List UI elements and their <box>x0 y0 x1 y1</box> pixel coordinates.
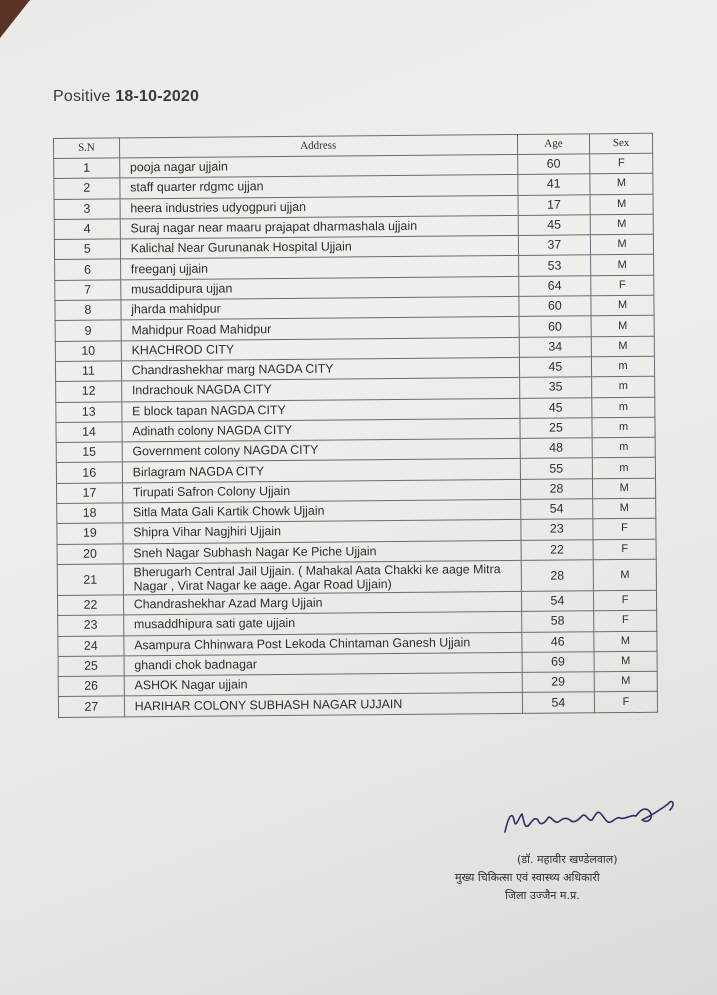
table-corner-shadow <box>0 0 30 38</box>
cell-age: 54 <box>522 692 595 713</box>
header-sn: S.N <box>54 138 120 159</box>
cell-address: Shipra Vihar Nagjhiri Ujjain <box>123 520 521 544</box>
cell-address: Birlagram NAGDA CITY <box>122 459 520 483</box>
cell-age: 45 <box>518 215 591 236</box>
cell-sex: m <box>592 377 655 398</box>
header-sex: Sex <box>590 133 653 154</box>
cell-sex: m <box>592 356 655 377</box>
cell-age: 34 <box>519 336 592 357</box>
cell-sn: 4 <box>54 219 120 240</box>
header-address: Address <box>119 134 517 157</box>
cell-sn: 14 <box>56 422 122 443</box>
cell-sn: 10 <box>55 341 121 362</box>
cell-sex: F <box>591 275 654 296</box>
cell-sex: M <box>590 194 653 215</box>
cell-sn: 25 <box>58 656 124 677</box>
cell-age: 55 <box>520 458 593 479</box>
cell-sn: 12 <box>56 381 122 402</box>
cell-age: 45 <box>519 397 592 418</box>
cell-sn: 5 <box>54 239 120 260</box>
cell-address: musaddipura ujjan <box>120 276 518 300</box>
cell-age: 48 <box>520 438 593 459</box>
cell-sex: m <box>592 417 655 438</box>
cell-sn: 11 <box>55 361 121 382</box>
cell-age: 23 <box>520 519 593 540</box>
cell-age: 45 <box>519 357 592 378</box>
cell-address: pooja nagar ujjain <box>119 154 517 178</box>
signatory-designation: मुख्य चिकित्सा एवं स्वास्थ्य अधिकारी <box>455 871 600 884</box>
cell-address: Tirupati Safron Colony Ujjain <box>122 479 520 503</box>
cell-address: jharda mahidpur <box>121 297 519 321</box>
cell-sn: 9 <box>55 320 121 341</box>
cell-age: 54 <box>521 591 594 612</box>
cell-address: freeganj ujjain <box>120 256 518 280</box>
signature-mark <box>500 790 700 845</box>
cell-address: Indrachouk NAGDA CITY <box>121 378 519 402</box>
signature-text: Mahavir Khandelwal <box>500 844 510 845</box>
cell-sex: M <box>594 671 657 692</box>
cell-address: Government colony NAGDA CITY <box>122 439 520 463</box>
cell-sn: 19 <box>57 523 123 544</box>
cell-sn: 2 <box>54 178 120 199</box>
cell-sex: m <box>592 458 655 479</box>
title-label: Positive <box>53 88 111 105</box>
cell-sex: M <box>593 498 656 519</box>
cell-address: Sneh Nagar Subhash Nagar Ke Piche Ujjain <box>123 540 521 564</box>
cell-address: KHACHROD CITY <box>121 337 519 361</box>
cell-sn: 3 <box>54 199 120 220</box>
cell-age: 46 <box>521 631 594 652</box>
cell-age: 35 <box>519 377 592 398</box>
cell-sn: 15 <box>56 442 122 463</box>
cell-sex: m <box>592 437 655 458</box>
cell-sn: 13 <box>56 401 122 422</box>
cell-sn: 23 <box>58 615 124 636</box>
cell-sex: F <box>593 519 656 540</box>
cell-sex: M <box>591 234 654 255</box>
cell-sex: M <box>591 336 654 357</box>
cell-address: Sitla Mata Gali Kartik Chowk Ujjain <box>122 499 520 523</box>
cell-age: 60 <box>517 154 590 175</box>
cell-age: 28 <box>520 479 593 500</box>
cell-sex: F <box>593 539 656 560</box>
cell-sex: M <box>591 295 654 316</box>
title-date: 18-10-2020 <box>115 88 200 105</box>
cell-address: staff quarter rdgmc ujjan <box>120 175 518 199</box>
header-age: Age <box>517 134 590 155</box>
cell-age: 60 <box>519 316 592 337</box>
cell-address: Suraj nagar near maaru prajapat dharmashala ujjain <box>120 215 518 239</box>
signatory-name: (डॉ. महावीर खण्डेलवाल) <box>517 853 618 866</box>
cell-age: 41 <box>517 174 590 195</box>
cell-sn: 1 <box>54 158 120 179</box>
cell-age: 69 <box>522 652 595 673</box>
cell-age: 64 <box>518 276 591 297</box>
positive-cases-table <box>53 133 658 718</box>
cell-sn: 21 <box>57 564 123 596</box>
cell-sn: 22 <box>57 595 123 616</box>
cell-sex: M <box>594 651 657 672</box>
cell-sex: M <box>594 631 657 652</box>
table-row <box>58 692 657 718</box>
cell-sn: 16 <box>56 462 122 483</box>
cell-age: 17 <box>518 194 591 215</box>
cell-address: heera industries udyogpuri ujjan <box>120 195 518 219</box>
cell-sex: F <box>595 692 658 713</box>
cell-sex: M <box>593 478 656 499</box>
cell-address: E block tapan NAGDA CITY <box>122 398 520 422</box>
page-title <box>53 88 199 106</box>
cell-sex: m <box>592 397 655 418</box>
cell-sex: M <box>590 174 653 195</box>
cell-address: Chandrashekhar Azad Marg Ujjain <box>123 591 521 615</box>
cell-age: 54 <box>520 499 593 520</box>
cell-address: Chandrashekhar marg NAGDA CITY <box>121 357 519 381</box>
cell-sn: 17 <box>57 483 123 504</box>
cell-age: 25 <box>520 418 593 439</box>
cell-sex: M <box>591 255 654 276</box>
signatory-location: जिला उज्जैन म.प्र. <box>505 889 580 902</box>
cell-sn: 6 <box>55 259 121 280</box>
cell-sn: 18 <box>57 503 123 524</box>
cell-sn: 24 <box>58 635 124 656</box>
cell-sn: 20 <box>57 544 123 565</box>
cell-age: 22 <box>521 539 594 560</box>
cell-address: Asampura Chhinwara Post Lekoda Chintaman Ganesh Ujjain <box>124 632 522 656</box>
cell-address: musaddhipura sati gate ujjain <box>123 612 521 636</box>
cell-address: Bherugarh Central Jail Ujjain. ( Mahakal Aata Chakki ke aage Mitra Nagar , Virat Nagar ke aage. Agar Road Ujjain) <box>123 560 521 594</box>
cell-sex: M <box>590 214 653 235</box>
cell-age: 60 <box>518 296 591 317</box>
cell-address: Kalichal Near Gurunanak Hospital Ujjain <box>120 236 518 260</box>
cell-age: 28 <box>521 560 594 592</box>
cell-address: ASHOK Nagar ujjain <box>124 673 522 697</box>
cell-sex: F <box>590 153 653 174</box>
cell-sex: F <box>594 590 657 611</box>
cell-sn: 27 <box>58 696 124 717</box>
cell-sex: F <box>594 610 657 631</box>
cell-sex: M <box>593 559 656 591</box>
cell-address: Mahidpur Road Mahidpur <box>121 317 519 341</box>
cell-age: 37 <box>518 235 591 256</box>
cell-address: HARIHAR COLONY SUBHASH NAGAR UJJAIN <box>124 693 522 717</box>
cell-sn: 8 <box>55 300 121 321</box>
cell-sn: 26 <box>58 676 124 697</box>
cell-address: ghandi chok badnagar <box>124 652 522 676</box>
cell-sn: 7 <box>55 280 121 301</box>
cell-age: 29 <box>522 672 595 693</box>
cell-age: 53 <box>518 255 591 276</box>
cell-age: 58 <box>521 611 594 632</box>
cell-address: Adinath colony NAGDA CITY <box>122 418 520 442</box>
cell-sex: M <box>591 316 654 337</box>
